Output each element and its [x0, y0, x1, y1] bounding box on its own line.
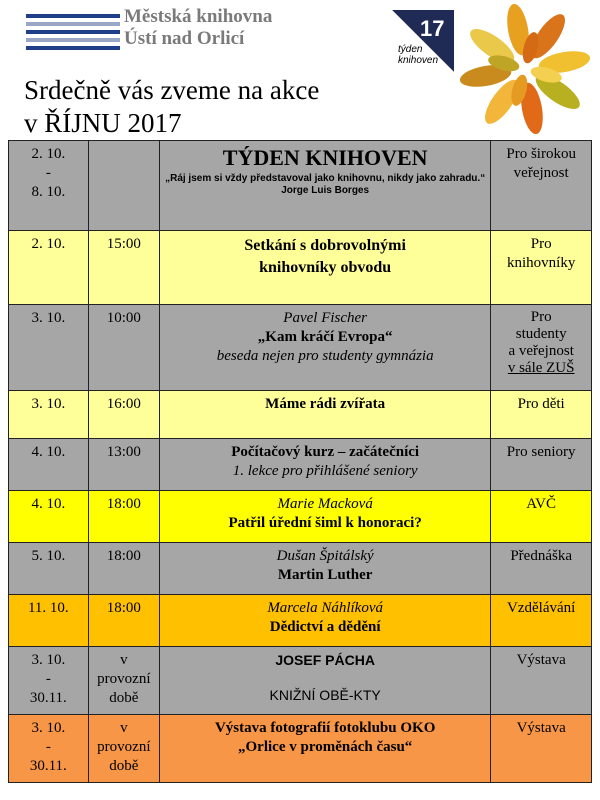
event-description [159, 305, 490, 391]
event-speaker: Marcela Náhlíková [267, 600, 383, 616]
event-title: Patřil úřední šiml k honoraci? [228, 515, 422, 531]
event-title: Výstava fotografií fotoklubu OKO [214, 720, 436, 736]
week-logo-number: 17 [420, 16, 445, 41]
events-table [8, 140, 592, 783]
event-description [159, 231, 490, 305]
event-audience [491, 141, 592, 231]
event-title: Máme rádi zvířata [265, 396, 386, 412]
time-line: v [120, 720, 128, 736]
time-line: době [109, 758, 139, 774]
event-date [9, 141, 89, 231]
event-description [159, 595, 490, 647]
event-time [88, 715, 159, 783]
event-title: TÝDEN KNIHOVEN [222, 145, 428, 170]
event-date [9, 231, 89, 305]
date-line: 2. 10. [31, 236, 66, 252]
event-audience [491, 231, 592, 305]
date-line: 2. 10. [31, 146, 66, 162]
event-date [9, 491, 89, 543]
event-time [88, 141, 159, 231]
header [0, 0, 600, 140]
date-line: 11. 10. [27, 600, 69, 616]
event-quote-author: Jorge Luis Borges [281, 185, 370, 196]
week-logo-text [398, 44, 438, 66]
event-audience [491, 715, 592, 783]
event-title: JOSEF PÁCHA [275, 652, 375, 668]
time-line: provozní [97, 671, 151, 687]
table-row [9, 543, 592, 595]
audience-line: Pro seniory [506, 444, 576, 460]
date-line: 30.11. [29, 690, 67, 706]
event-subtitle: 1. lekce pro přihlášené seniory [232, 463, 418, 479]
event-title: „Kam kráčí Evropa“ [257, 329, 393, 345]
event-title: Setkání s dobrovolnými [244, 237, 406, 254]
event-audience [491, 391, 592, 439]
event-subtitle: beseda nejen pro studenty gymnázia [216, 348, 434, 364]
event-description [159, 491, 490, 543]
audience-line: AVČ [526, 496, 557, 512]
autumn-leaves-icon [460, 4, 590, 134]
audience-venue: v sále ZUŠ [507, 360, 575, 376]
invite-line1: Srdečně vás zveme na akce [24, 75, 320, 105]
table-row [9, 491, 592, 543]
date-line: 30.11. [29, 758, 67, 774]
event-audience [491, 305, 592, 391]
event-time: 10:00 [88, 305, 159, 391]
time-line: v [120, 652, 128, 668]
event-date [9, 647, 89, 715]
event-time [88, 647, 159, 715]
event-title: „Orlice v proměnách času“ [238, 739, 413, 755]
audience-line: a veřejnost [508, 343, 574, 359]
table-row [9, 715, 592, 783]
week-logo-text-line2: knihoven [398, 55, 439, 66]
logo-bar [26, 22, 120, 26]
date-line: - [45, 739, 51, 755]
event-description [159, 391, 490, 439]
audience-line: studenty [515, 326, 567, 342]
logo-bar [26, 30, 120, 34]
event-title: Martin Luther [277, 567, 373, 583]
event-date [9, 391, 89, 439]
event-subtitle: KNIŽNÍ OBĚ-KTY [269, 687, 381, 703]
table-row [9, 391, 592, 439]
table-row [9, 439, 592, 491]
date-line: 3. 10. [31, 720, 66, 736]
audience-line: veřejnost [513, 165, 569, 181]
event-date [9, 715, 89, 783]
event-description [159, 141, 490, 231]
event-quote: „Ráj jsem si vždy představoval jako knihovnu, nikdy jako zahradu.“ [165, 173, 486, 184]
event-audience [491, 543, 592, 595]
audience-line: Pro děti [517, 396, 565, 412]
event-description [159, 439, 490, 491]
date-line: 3. 10. [31, 310, 66, 326]
event-audience [491, 595, 592, 647]
event-date [9, 543, 89, 595]
event-description [159, 543, 490, 595]
table-row [9, 647, 592, 715]
time-line: provozní [97, 739, 151, 755]
event-audience [491, 647, 592, 715]
event-description [159, 647, 490, 715]
date-line: 4. 10. [31, 496, 66, 512]
date-line: - [45, 671, 51, 687]
event-speaker: Pavel Fischer [283, 310, 368, 326]
event-title: Dědictví a dědění [269, 619, 381, 635]
logo-bar [26, 46, 120, 50]
audience-line: Pro [530, 236, 552, 252]
event-speaker: Dušan Špitálský [276, 548, 374, 564]
event-time: 18:00 [88, 595, 159, 647]
week-logo-text-line1: týden [398, 44, 423, 55]
date-line: 5. 10. [31, 548, 66, 564]
audience-line: Výstava [516, 720, 566, 736]
date-line: 8. 10. [31, 184, 66, 200]
event-description [159, 715, 490, 783]
invite-line2: v ŘÍJNU 2017 [24, 108, 182, 138]
event-date [9, 595, 89, 647]
audience-line: Pro [530, 309, 552, 325]
event-speaker: Marie Macková [277, 496, 373, 512]
event-title: knihovníky obvodu [259, 259, 392, 276]
event-title: Počítačový kurz – začátečníci [231, 444, 420, 460]
audience-line: Vzdělávání [507, 600, 576, 616]
audience-line: Výstava [516, 652, 566, 668]
event-date [9, 439, 89, 491]
time-line: době [109, 690, 139, 706]
event-audience [491, 491, 592, 543]
audience-line: Přednáška [510, 548, 572, 564]
event-time: 18:00 [88, 491, 159, 543]
audience-line: knihovníky [506, 255, 576, 271]
logo-bar [26, 14, 120, 18]
table-row [9, 231, 592, 305]
table-row [9, 595, 592, 647]
date-line: 4. 10. [31, 444, 66, 460]
table-row [9, 141, 592, 231]
library-name-line1: Městská knihovna [124, 6, 273, 27]
library-logo-bars [26, 14, 120, 54]
event-audience [491, 439, 592, 491]
event-time: 15:00 [88, 231, 159, 305]
invite-heading [24, 74, 319, 140]
library-name [124, 6, 272, 50]
date-line: 3. 10. [31, 652, 66, 668]
library-name-line2: Ústí nad Orlicí [124, 28, 245, 49]
table-row [9, 305, 592, 391]
logo-bar [26, 38, 120, 42]
event-time: 16:00 [88, 391, 159, 439]
date-line: 3. 10. [31, 396, 66, 412]
event-time: 13:00 [88, 439, 159, 491]
event-time: 18:00 [88, 543, 159, 595]
date-line: - [45, 165, 51, 181]
event-date [9, 305, 89, 391]
audience-line: Pro širokou [506, 146, 576, 162]
